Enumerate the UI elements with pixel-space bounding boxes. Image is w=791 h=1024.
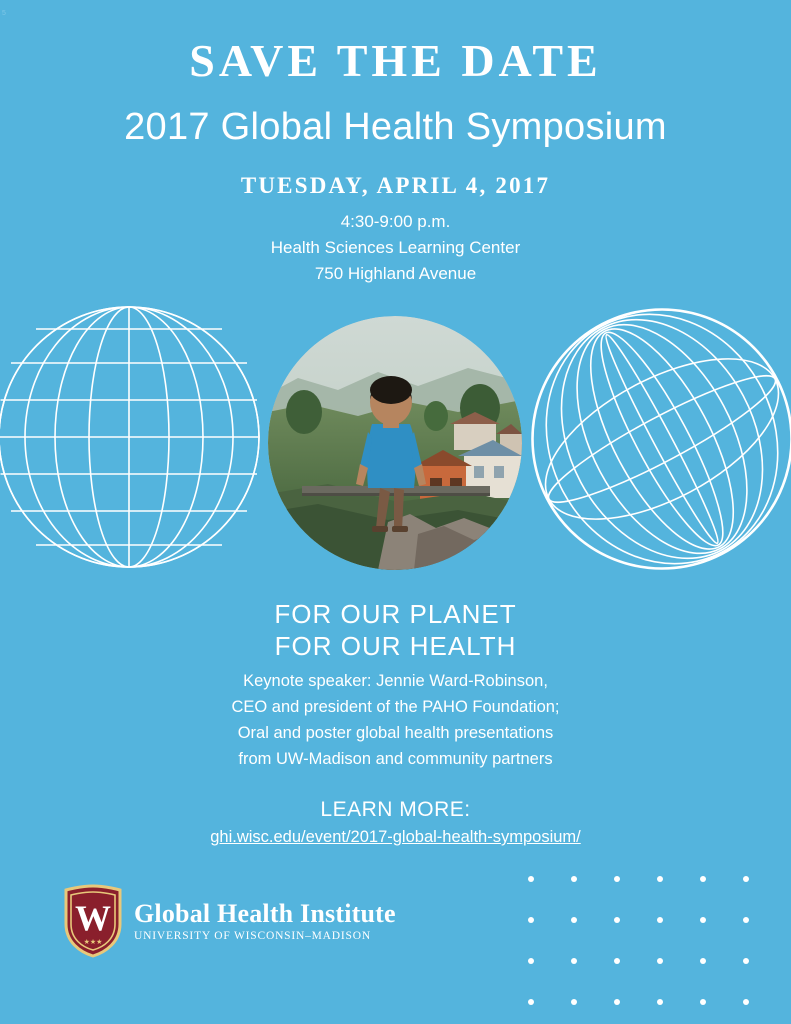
svg-text:W: W [75, 898, 111, 938]
event-date: TUESDAY, APRIL 4, 2017 [240, 173, 551, 198]
logo-title: Global Health Institute [134, 899, 396, 928]
dot [528, 876, 534, 882]
poster-header [0, 0, 791, 287]
event-venue: Health Sciences Learning Center [270, 238, 521, 257]
dot [614, 876, 620, 882]
dot [528, 958, 534, 964]
dot [528, 917, 534, 923]
dot [657, 999, 663, 1005]
globe-grid-icon [0, 305, 260, 575]
dot [571, 876, 577, 882]
dot [700, 917, 706, 923]
svg-text:★★★: ★★★ [83, 938, 103, 946]
dot [743, 917, 749, 923]
logo-subtitle: UNIVERSITY OF WISCONSIN–MADISON [134, 930, 371, 942]
photo-boy-sitting-on-railing-overlooking-village [268, 316, 522, 570]
detail-line: from UW-Madison and community partners [238, 750, 553, 768]
dot [657, 958, 663, 964]
tagline [0, 598, 791, 662]
tagline-line-2: FOR OUR HEALTH [274, 631, 517, 661]
dot [743, 876, 749, 882]
dot [743, 958, 749, 964]
globe-swirl-icon [531, 307, 791, 577]
dot [657, 917, 663, 923]
save-the-date-heading: SAVE THE DATE [189, 35, 602, 86]
dot [614, 917, 620, 923]
dot [700, 958, 706, 964]
dot [614, 958, 620, 964]
corner-mark: 5 [2, 10, 6, 17]
event-details [0, 668, 791, 772]
logo-text-block [134, 900, 396, 942]
tagline-line-1: FOR OUR PLANET [274, 599, 517, 629]
dot [571, 917, 577, 923]
event-address: 750 Highland Avenue [314, 264, 477, 283]
dot [571, 999, 577, 1005]
dot [657, 876, 663, 882]
learn-more-label: LEARN MORE: [320, 798, 471, 821]
detail-line: Keynote speaker: Jennie Ward-Robinson, [243, 672, 548, 690]
event-url-link[interactable]: ghi.wisc.edu/event/2017-global-health-symposium/ [210, 828, 581, 846]
event-url[interactable] [0, 828, 791, 847]
dot-grid-decoration [528, 876, 752, 1000]
dot [614, 999, 620, 1005]
dot [700, 876, 706, 882]
detail-line: CEO and president of the PAHO Foundation; [231, 698, 560, 716]
ghi-logo [62, 884, 396, 958]
dot [571, 958, 577, 964]
dot [528, 999, 534, 1005]
dot [743, 999, 749, 1005]
event-time: 4:30-9:00 p.m. [340, 212, 451, 231]
page-title: 2017 Global Health Symposium [124, 106, 667, 148]
detail-line: Oral and poster global health presentations [237, 724, 554, 742]
dot [700, 999, 706, 1005]
uw-madison-crest-icon [62, 884, 124, 958]
